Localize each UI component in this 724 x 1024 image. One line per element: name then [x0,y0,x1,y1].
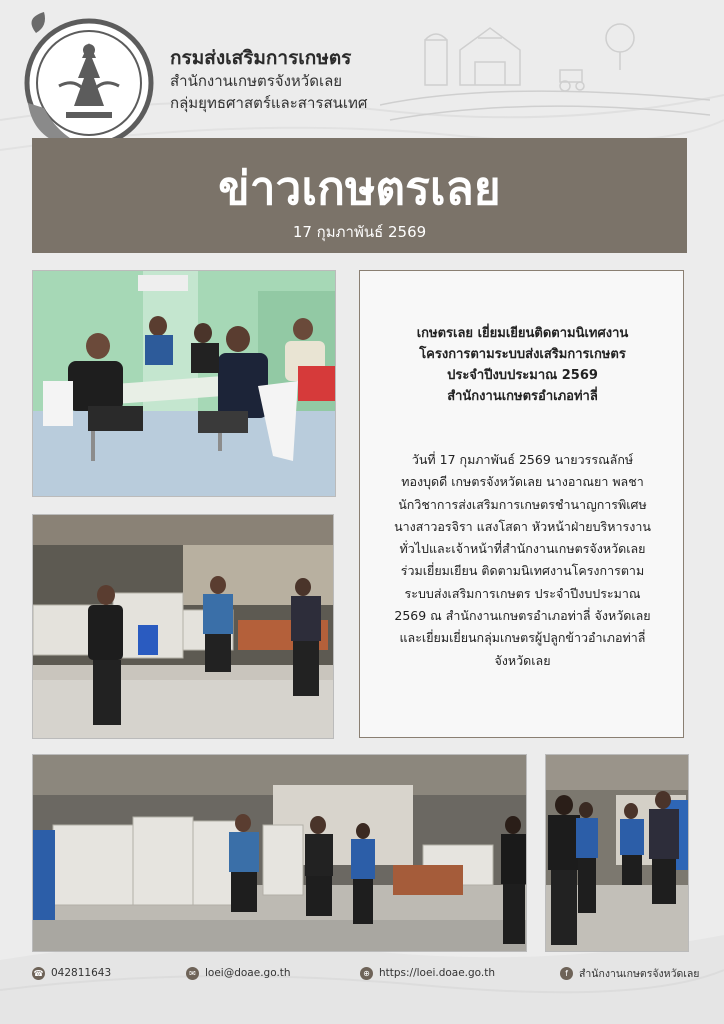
email-icon: ✉ [186,967,199,980]
facebook-icon: f [560,967,573,980]
body-line: ทองบุดดี เกษตรจังหวัดเลย นางอาณยา พลชา [401,474,644,490]
headline-line: ประจำปีงบประมาณ 2569 [447,368,598,383]
body-line: ร่วมเยี่ยมเยียน ติดตามนิเทศงานโครงการตาม [400,563,645,579]
headline-line: เกษตรเลย เยี่ยมเยียนติดตามนิเทศงาน [416,326,629,341]
website-url: https://loei.doae.go.th [379,967,496,979]
article-body [368,449,677,672]
organization-block [170,46,367,114]
globe-icon: ⊕ [360,967,373,980]
organization-name: กรมส่งเสริมการเกษตร [170,47,352,69]
news-date: 17 กุมภาพันธ์ 2569 [292,223,427,241]
photo-meeting [32,270,336,497]
footer-email[interactable] [186,958,291,988]
phone-icon: ☎ [33,968,44,978]
body-line: ระบบส่งเสริมการเกษตร ประจำปีงบประมาณ [404,585,641,601]
footer-facebook[interactable] [560,958,699,988]
phone-number: 042811643 [51,967,112,979]
article-card [359,270,684,738]
facebook-page: สำนักงานเกษตรจังหวัดเลย [579,967,700,980]
body-line: 2569 ณ สำนักงานเกษตรอำเภอท่าลี่ จังหวัดเลย [394,608,651,624]
footer-website[interactable] [360,958,495,988]
body-line: ทั่วไปและเจ้าหน้าที่สำนักงานเกษตรจังหวัดเลย [399,541,646,557]
contact-footer [0,958,724,988]
body-line: นางสาวอรจิรา แสงโสดา หัวหน้าฝ่ายบริหารงาน [394,518,651,534]
body-line: และเยี่ยมเยี่ยนกลุ่มเกษตรผู้ปลูกข้าวอำเภอท่าลี่ [399,630,646,646]
body-line: นักวิชาการส่งเสริมการเกษตรชำนาญการพิเศษ [398,496,647,512]
title-banner [32,138,687,253]
farm-illustration [380,10,710,130]
department-seal-icon [14,8,164,158]
headline-line: โครงการตามระบบส่งเสริมการเกษตร [419,347,626,362]
group-name: กลุ่มยุทธศาสตร์และสารสนเทศ [170,94,368,112]
body-line: จังหวัดเลย [494,652,551,668]
photo-warehouse-3 [545,754,689,952]
headline-line: สำนักงานเกษตรอำเภอท่าลี่ [447,389,598,404]
email-address: loei@doae.go.th [205,967,291,979]
office-name: สำนักงานเกษตรจังหวัดเลย [170,72,343,90]
body-line: วันที่ 17 กุมภาพันธ์ 2569 นายวรรณลักษ์ [411,452,634,467]
footer-phone[interactable] [32,958,111,988]
article-headline [370,323,675,407]
photo-warehouse-2 [32,754,527,952]
news-title: ข่าวเกษตรเลย [218,161,501,215]
photo-warehouse-1 [32,514,334,739]
